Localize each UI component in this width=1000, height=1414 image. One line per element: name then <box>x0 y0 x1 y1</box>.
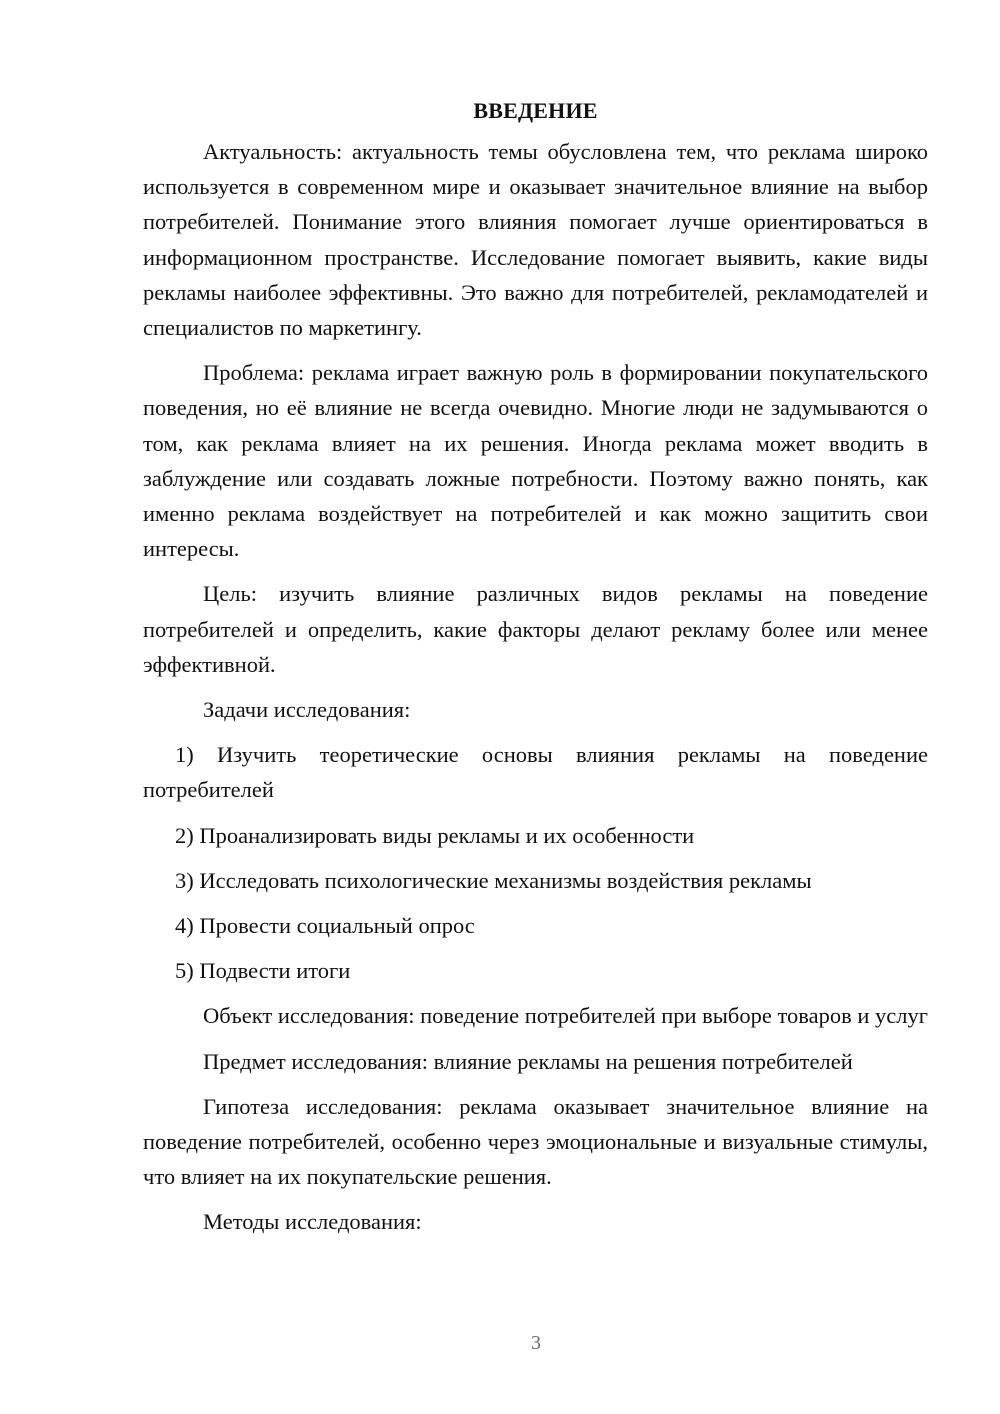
tasks-heading: Задачи исследования: <box>203 697 411 723</box>
task-item: 3) Исследовать психологические механизмы воздействия рекламы <box>175 867 812 893</box>
page-number: 3 <box>531 1332 541 1354</box>
paragraph-problem: Проблема: реклама играет важную роль в формировании покупательского поведения, но её влияние не всегда очевидно. Многие люди не задумываются о том, как реклама влияет на их решения. Иногда реклама может вводить в заблуждение или создавать ложные потребности. Поэтому важно понять, как именно реклама воздействует на потребителей и как можно защитить свои интересы. <box>143 360 928 562</box>
paragraph-goal: Цель: изучить влияние различных видов рекламы на поведение потребителей и определить, какие факторы делают рекламу более или менее эффективной. <box>143 581 928 677</box>
page-content <box>143 92 928 1240</box>
task-item: 5) Подвести итоги <box>175 958 351 984</box>
paragraph-relevance: Актуальность: актуальность темы обусловлена тем, что реклама широко используется в современном мире и оказывает значительное влияние на выбор потребителей. Понимание этого влияния помогает лучше ориентироваться в информационном пространстве. Исследование помогает выявить, какие виды рекламы наиболее эффективны. Это важно для потребителей, рекламодателей и специалистов по маркетингу. <box>143 139 928 341</box>
page-title: ВВЕДЕНИЕ <box>473 98 598 123</box>
methods-heading: Методы исследования: <box>203 1209 422 1235</box>
paragraph-object: Объект исследования: поведение потребителей при выборе товаров и услуг <box>203 1003 928 1029</box>
task-item: 2) Проанализировать виды рекламы и их особенности <box>175 822 695 848</box>
paragraph-subject: Предмет исследования: влияние рекламы на решения потребителей <box>203 1048 853 1074</box>
task-item: 4) Провести социальный опрос <box>175 913 475 939</box>
task-item: 1) Изучить теоретические основы влияния рекламы на поведение потребителей <box>143 742 928 803</box>
paragraph-hypothesis: Гипотеза исследования: реклама оказывает значительное влияние на поведение потребителей, особенно через эмоциональные и визуальные стимулы, что влияет на их покупательские решения. <box>143 1093 928 1190</box>
